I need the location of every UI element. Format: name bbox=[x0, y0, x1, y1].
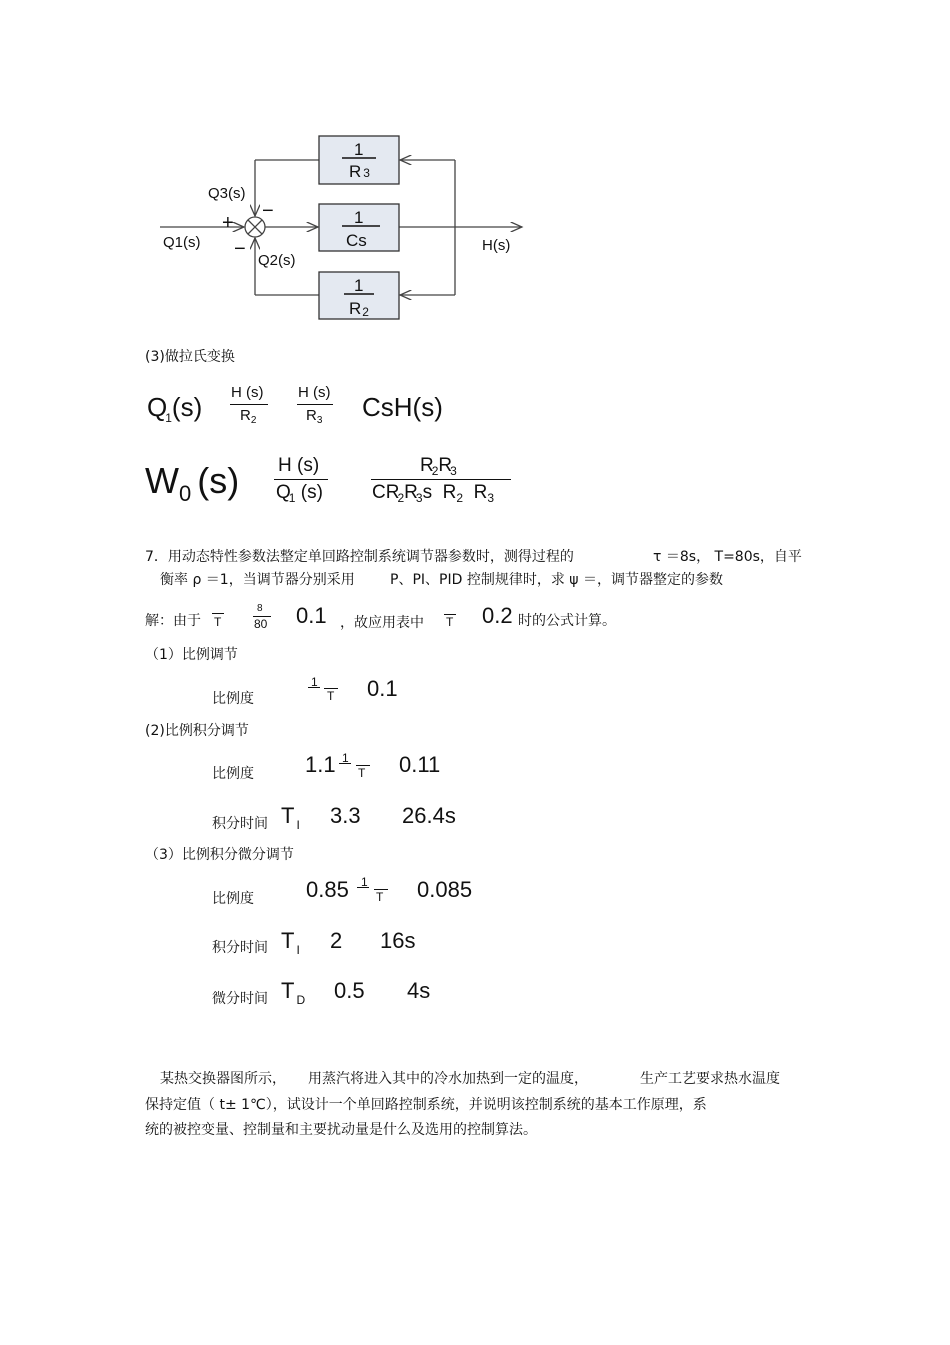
eq1-rhs: CsH(s) bbox=[362, 392, 443, 422]
p3-den: T bbox=[376, 890, 384, 904]
p3-ti: T $_I$ bbox=[281, 928, 300, 957]
box-top-num: 1 bbox=[354, 140, 364, 159]
p3-num: 1 bbox=[361, 875, 368, 889]
p3-ti-label: 积分时间 bbox=[212, 940, 268, 956]
p3-heading: （3）比例积分微分调节 bbox=[145, 847, 294, 863]
p3-label: 比例度 bbox=[212, 891, 254, 907]
box-top-den: R bbox=[349, 162, 362, 181]
p1-value: 0.1 bbox=[367, 676, 398, 701]
solution-frac-num: 8 bbox=[257, 603, 263, 614]
eq1-f1-num: H (s) bbox=[231, 384, 264, 401]
box-bot-den-sub: 2 bbox=[362, 305, 369, 319]
section3-heading: (3)做拉氏变换 bbox=[145, 349, 235, 365]
p3-td: T $_D$ bbox=[281, 978, 306, 1007]
label-h: H(s) bbox=[482, 237, 511, 254]
solution-t1: T bbox=[214, 615, 222, 629]
p3-td-value: 4s bbox=[407, 978, 431, 1003]
label-q1: Q1(s) bbox=[163, 234, 201, 251]
solution-mid: ，故应用表中 bbox=[340, 615, 424, 631]
p3-td-coef: 0.5 bbox=[334, 978, 365, 1003]
problem7-line2: 衡率 ρ ＝1，当调节器分别采用 bbox=[160, 572, 355, 588]
p3-coef: 0.85 bbox=[306, 877, 349, 902]
p2-ti: T $_I$ bbox=[281, 803, 300, 832]
problem7-line1: 7．用动态特性参数法整定单回路控制系统调节器参数时，测得过程的 bbox=[145, 549, 574, 565]
sign-plus: + bbox=[222, 212, 234, 234]
p2-heading: (2)比例积分调节 bbox=[145, 723, 249, 739]
eq2-lhs: $W_0$ (s) bbox=[145, 460, 240, 506]
solution-frac-den: 80 bbox=[254, 617, 268, 631]
box-mid-den: Cs bbox=[346, 231, 367, 250]
p2-den: T bbox=[358, 766, 366, 780]
p3-ti-coef: 2 bbox=[330, 928, 343, 953]
p1-num: 1 bbox=[311, 675, 318, 689]
sign-minus-top: − bbox=[262, 200, 274, 222]
eq1-q1: $Q_1(s)$ bbox=[147, 392, 203, 425]
p1-label: 比例度 bbox=[212, 691, 254, 707]
p3-ti-value: 16s bbox=[380, 928, 416, 953]
p3-td-label: 微分时间 bbox=[212, 991, 268, 1007]
solution-prefix: 解：由于 bbox=[145, 613, 201, 629]
p1-den: T bbox=[327, 689, 335, 703]
p2-num: 1 bbox=[342, 751, 349, 765]
box-bot-num: 1 bbox=[354, 276, 364, 295]
p3-value: 0.085 bbox=[417, 877, 473, 902]
eq2-f2-num: $R_2R_3$ bbox=[420, 455, 457, 478]
box-top-den-sub: 3 bbox=[363, 166, 370, 180]
eq1-f1-den: $R_2$ bbox=[240, 407, 257, 426]
label-q3: Q3(s) bbox=[208, 185, 246, 202]
eq2-f2-den: $CR_2R_3s$ $R_2$ $R_3$ bbox=[372, 482, 494, 505]
box-bot-den: R bbox=[349, 299, 362, 318]
solution-val1: 0.1 bbox=[296, 603, 327, 628]
p2-ti-coef: 3.3 bbox=[330, 803, 361, 828]
solution-suffix: 时的公式计算。 bbox=[518, 613, 616, 629]
eq2-f1-den: $Q_1$ (s) bbox=[276, 482, 323, 505]
solution-val2: 0.2 bbox=[482, 603, 513, 628]
problem8-l3: 统的被控变量、控制量和主要扰动量是什么及选用的控制算法。 bbox=[145, 1122, 537, 1138]
problem7-line2-tail: P、PI、PID 控制规律时，求 ψ ＝，调节器整定的参数 bbox=[390, 572, 723, 588]
p2-value: 0.11 bbox=[399, 752, 441, 777]
eq1-f2-den: $R_3$ bbox=[306, 407, 323, 426]
p2-ti-value: 26.4s bbox=[402, 803, 456, 828]
p2-label: 比例度 bbox=[212, 766, 254, 782]
block-diagram bbox=[0, 0, 950, 340]
eq1-f2-num: H (s) bbox=[298, 384, 331, 401]
problem7-line1-tail: τ ＝8s， T=80s，自平 bbox=[653, 549, 802, 565]
problem8-l2: 保持定值（ t± 1℃），试设计一个单回路控制系统，并说明该控制系统的基本工作原理，系 bbox=[145, 1097, 707, 1113]
problem8-l1b: 用蒸汽将进入其中的冷水加热到一定的温度， bbox=[308, 1071, 588, 1087]
label-q2: Q2(s) bbox=[258, 252, 296, 269]
box-mid-num: 1 bbox=[354, 208, 364, 227]
solution-t2: T bbox=[446, 615, 454, 629]
p2-ti-label: 积分时间 bbox=[212, 816, 268, 832]
problem8-l1a: 某热交换器图所示， bbox=[160, 1071, 286, 1087]
p1-heading: （1）比例调节 bbox=[145, 647, 238, 663]
sign-minus-bottom: − bbox=[234, 238, 246, 260]
problem8-l1c: 生产工艺要求热水温度 bbox=[640, 1071, 780, 1087]
p2-coef: 1.1 bbox=[305, 752, 336, 777]
eq2-f1-num: H (s) bbox=[278, 455, 320, 476]
